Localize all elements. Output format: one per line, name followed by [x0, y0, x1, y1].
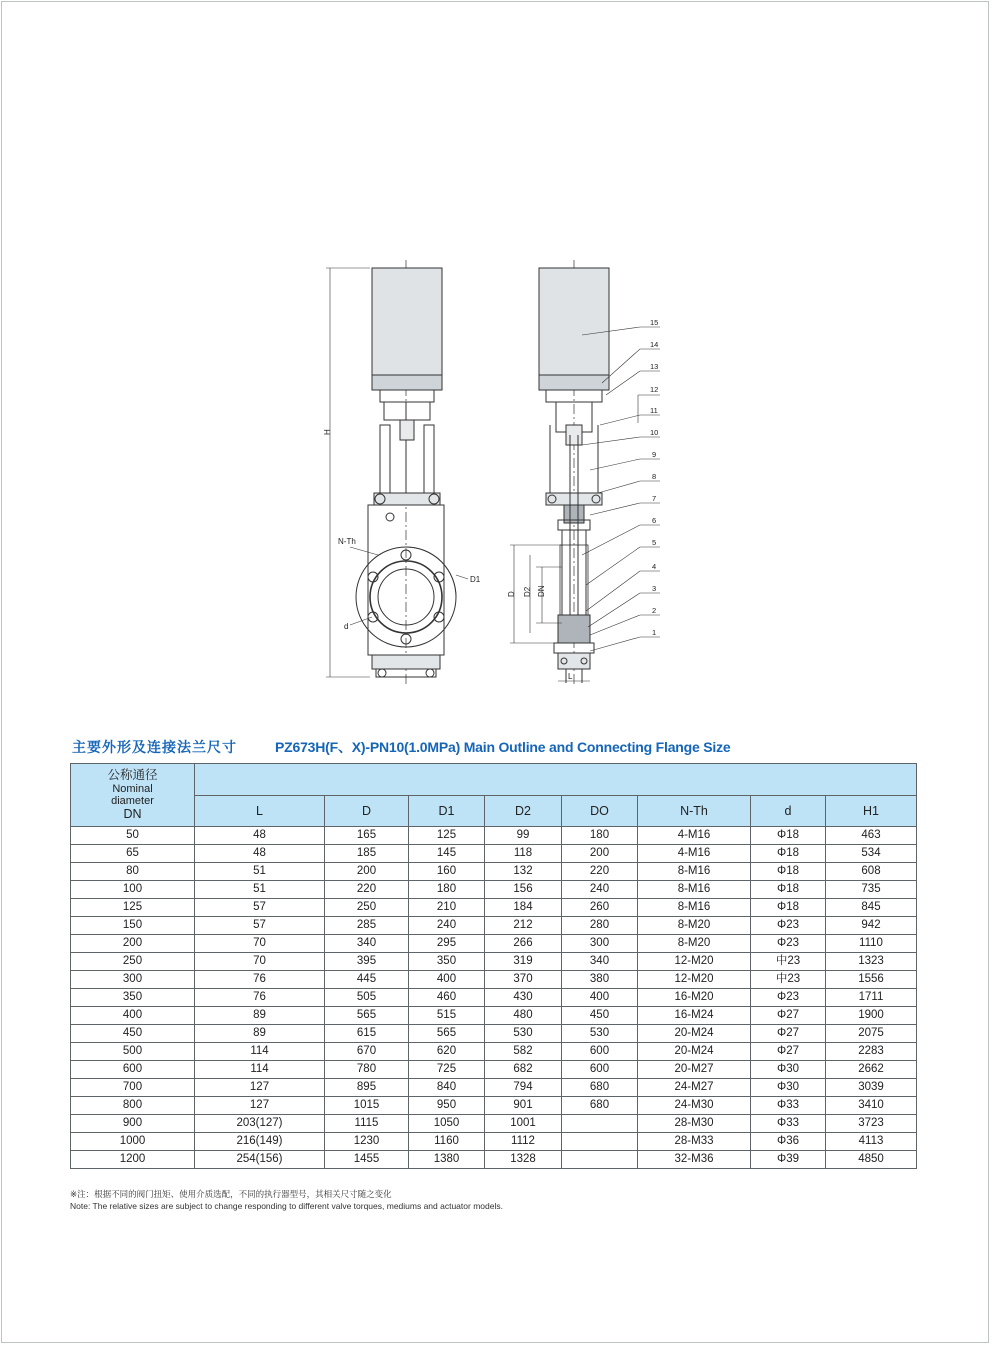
dn-cell: 450: [71, 1025, 195, 1043]
table-cell: 156: [485, 881, 562, 899]
dn-header-en1: Nominal: [112, 783, 153, 795]
table-cell: 319: [485, 953, 562, 971]
table-cell: 16-M24: [638, 1007, 751, 1025]
table-cell: 210: [409, 899, 485, 917]
part-number: 13: [650, 362, 659, 371]
table-cell: 70: [195, 935, 325, 953]
table-cell: 4-M16: [638, 827, 751, 845]
dn-cell: 900: [71, 1115, 195, 1133]
part-number: 6: [652, 516, 657, 525]
table-cell: 127: [195, 1097, 325, 1115]
table-cell: 1110: [826, 935, 917, 953]
part-number: 11: [650, 406, 658, 415]
table-cell: Φ18: [751, 881, 826, 899]
dn-header-en2: diameter: [111, 795, 154, 807]
table-cell: 300: [562, 935, 638, 953]
dn-cell: 150: [71, 917, 195, 935]
table-cell: 24-M30: [638, 1097, 751, 1115]
d1-label: D1: [470, 575, 481, 584]
dia-label: D: [507, 591, 516, 597]
table-cell: 24-M27: [638, 1079, 751, 1097]
table-cell: 中23: [751, 971, 826, 989]
table-cell: 118: [485, 845, 562, 863]
table-cell: 中23: [751, 953, 826, 971]
table-cell: Φ23: [751, 989, 826, 1007]
table-cell: 1380: [409, 1151, 485, 1169]
d2-label: D2: [523, 586, 532, 597]
dn-cell: 1000: [71, 1133, 195, 1151]
table-cell: 620: [409, 1043, 485, 1061]
table-cell: 1328: [485, 1151, 562, 1169]
table-cell: 950: [409, 1097, 485, 1115]
table-cell: 445: [325, 971, 409, 989]
dn-cell: 800: [71, 1097, 195, 1115]
dn-header-cn: 公称通径: [107, 768, 158, 782]
table-cell: 216(149): [195, 1133, 325, 1151]
part-number: 3: [652, 584, 657, 593]
table-cell: Φ39: [751, 1151, 826, 1169]
dn-cell: 600: [71, 1061, 195, 1079]
table-cell: 12-M20: [638, 971, 751, 989]
table-cell: 285: [325, 917, 409, 935]
table-cell: 3723: [826, 1115, 917, 1133]
table-cell: 16-M20: [638, 989, 751, 1007]
valve-outline-drawing: [320, 255, 680, 695]
part-number: 5: [652, 538, 657, 547]
table-cell: Φ18: [751, 845, 826, 863]
length-label: L: [568, 672, 573, 681]
table-cell: Φ27: [751, 1007, 826, 1025]
part-number: 1: [652, 628, 657, 637]
table-cell: Φ33: [751, 1115, 826, 1133]
dn-header: [71, 764, 195, 827]
table-row: [71, 1115, 917, 1133]
table-row: [71, 953, 917, 971]
dn-cell: 1200: [71, 1151, 195, 1169]
table-cell: 1230: [325, 1133, 409, 1151]
table-cell: 350: [409, 953, 485, 971]
table-cell: 565: [409, 1025, 485, 1043]
table-cell: 3039: [826, 1079, 917, 1097]
table-cell: 463: [826, 827, 917, 845]
table-cell: 400: [562, 989, 638, 1007]
footnote-cn: ※注：根据不同的阀门扭矩、使用介质选配，不同的执行器型号，其相关尺寸随之变化: [70, 1189, 392, 1199]
dn-cell: 200: [71, 935, 195, 953]
table-cell: 780: [325, 1061, 409, 1079]
table-cell: 160: [409, 863, 485, 881]
table-heading: [72, 737, 922, 757]
part-number: 14: [650, 340, 659, 349]
dn-label: DN: [537, 585, 546, 597]
table-cell: 295: [409, 935, 485, 953]
table-cell: 725: [409, 1061, 485, 1079]
footnote: [70, 1188, 870, 1212]
table-cell: Φ27: [751, 1025, 826, 1043]
table-cell: 76: [195, 971, 325, 989]
dn-cell: 400: [71, 1007, 195, 1025]
table-cell: 20-M24: [638, 1025, 751, 1043]
table-cell: 48: [195, 845, 325, 863]
table-cell: 266: [485, 935, 562, 953]
table-cell: 20-M27: [638, 1061, 751, 1079]
table-cell: Φ23: [751, 935, 826, 953]
table-cell: Φ36: [751, 1133, 826, 1151]
table-cell: 840: [409, 1079, 485, 1097]
dn-cell: 65: [71, 845, 195, 863]
dimension-h-label: H: [323, 429, 332, 435]
table-cell: 340: [325, 935, 409, 953]
table-cell: 845: [826, 899, 917, 917]
table-cell: 1323: [826, 953, 917, 971]
table-cell: 460: [409, 989, 485, 1007]
table-row: [71, 989, 917, 1007]
column-header: D2: [485, 796, 562, 827]
table-cell: 680: [562, 1079, 638, 1097]
table-cell: 99: [485, 827, 562, 845]
table-cell: Φ30: [751, 1079, 826, 1097]
table-cell: 530: [562, 1025, 638, 1043]
table-cell: 608: [826, 863, 917, 881]
table-cell: 254(156): [195, 1151, 325, 1169]
table-cell: 670: [325, 1043, 409, 1061]
table-cell: 1015: [325, 1097, 409, 1115]
table-cell: 901: [485, 1097, 562, 1115]
table-cell: 12-M20: [638, 953, 751, 971]
table-cell: 125: [409, 827, 485, 845]
table-cell: 600: [562, 1043, 638, 1061]
table-row: [71, 1133, 917, 1151]
table-cell: 794: [485, 1079, 562, 1097]
part-number: 2: [652, 606, 657, 615]
table-cell: 184: [485, 899, 562, 917]
table-cell: 127: [195, 1079, 325, 1097]
table-cell: 1112: [485, 1133, 562, 1151]
table-cell: 530: [485, 1025, 562, 1043]
table-cell: 4113: [826, 1133, 917, 1151]
table-row: [71, 827, 917, 845]
table-cell: 430: [485, 989, 562, 1007]
table-cell: 1001: [485, 1115, 562, 1133]
table-row: [71, 1061, 917, 1079]
table-cell: 505: [325, 989, 409, 1007]
part-number: 8: [652, 472, 657, 481]
table-cell: 380: [562, 971, 638, 989]
table-row: [71, 881, 917, 899]
table-cell: 250: [325, 899, 409, 917]
table-row: [71, 1025, 917, 1043]
table-cell: 1711: [826, 989, 917, 1007]
table-cell: Φ33: [751, 1097, 826, 1115]
table-cell: 895: [325, 1079, 409, 1097]
table-cell: Φ30: [751, 1061, 826, 1079]
table-cell: 114: [195, 1061, 325, 1079]
dn-cell: 250: [71, 953, 195, 971]
table-cell: 4-M16: [638, 845, 751, 863]
table-cell: 8-M16: [638, 863, 751, 881]
table-cell: 515: [409, 1007, 485, 1025]
table-cell: 145: [409, 845, 485, 863]
part-number: 7: [652, 494, 657, 503]
table-cell: 1556: [826, 971, 917, 989]
table-cell: 680: [562, 1097, 638, 1115]
dn-cell: 50: [71, 827, 195, 845]
table-cell: 220: [325, 881, 409, 899]
column-header: DO: [562, 796, 638, 827]
table-cell: 132: [485, 863, 562, 881]
table-cell: 682: [485, 1061, 562, 1079]
table-cell: 2283: [826, 1043, 917, 1061]
footnote-en: Note: The relative sizes are subject to change responding to different valve torques, mediums and actuator models.: [70, 1201, 503, 1211]
table-cell: 28-M33: [638, 1133, 751, 1151]
table-cell: 942: [826, 917, 917, 935]
part-number: 9: [652, 450, 657, 459]
table-cell: [562, 1133, 638, 1151]
table-cell: [562, 1115, 638, 1133]
bolt-label: N-Th: [338, 537, 356, 546]
table-cell: 615: [325, 1025, 409, 1043]
table-cell: Φ18: [751, 863, 826, 881]
table-cell: 1160: [409, 1133, 485, 1151]
table-cell: 8-M20: [638, 935, 751, 953]
dn-header-code: DN: [123, 807, 142, 821]
table-cell: 89: [195, 1007, 325, 1025]
table-cell: Φ18: [751, 899, 826, 917]
table-cell: 370: [485, 971, 562, 989]
table-row: [71, 971, 917, 989]
part-numbers: [650, 318, 658, 637]
table-cell: 32-M36: [638, 1151, 751, 1169]
header-band: [195, 764, 917, 796]
table-cell: 3410: [826, 1097, 917, 1115]
table-cell: 165: [325, 827, 409, 845]
table-cell: 565: [325, 1007, 409, 1025]
table-cell: 114: [195, 1043, 325, 1061]
table-cell: [562, 1151, 638, 1169]
table-cell: 1455: [325, 1151, 409, 1169]
column-header: H1: [826, 796, 917, 827]
table-cell: 220: [562, 863, 638, 881]
table-cell: 180: [562, 827, 638, 845]
table-cell: 89: [195, 1025, 325, 1043]
table-cell: 400: [409, 971, 485, 989]
table-cell: 735: [826, 881, 917, 899]
table-cell: 280: [562, 917, 638, 935]
table-cell: 2075: [826, 1025, 917, 1043]
dn-cell: 100: [71, 881, 195, 899]
table-cell: 70: [195, 953, 325, 971]
table-cell: 203(127): [195, 1115, 325, 1133]
column-header: D1: [409, 796, 485, 827]
dn-cell: 80: [71, 863, 195, 881]
table-row: [71, 1151, 917, 1169]
table-cell: 57: [195, 917, 325, 935]
table-cell: 240: [562, 881, 638, 899]
heading-cn: 主要外形及连接法兰尺寸: [72, 739, 237, 755]
column-header: N-Th: [638, 796, 751, 827]
table-cell: 240: [409, 917, 485, 935]
table-cell: 600: [562, 1061, 638, 1079]
table-row: [71, 1079, 917, 1097]
dn-cell: 350: [71, 989, 195, 1007]
part-number: 15: [650, 318, 659, 327]
table-cell: 395: [325, 953, 409, 971]
table-cell: 8-M16: [638, 881, 751, 899]
table-cell: 51: [195, 881, 325, 899]
table-cell: Φ18: [751, 827, 826, 845]
column-header: L: [195, 796, 325, 827]
table-cell: 260: [562, 899, 638, 917]
table-row: [71, 917, 917, 935]
table-row: [71, 1043, 917, 1061]
table-row: [71, 863, 917, 881]
table-cell: 8-M16: [638, 899, 751, 917]
table-row: [71, 1007, 917, 1025]
flange-size-table: [70, 763, 917, 1169]
dn-cell: 700: [71, 1079, 195, 1097]
table-cell: Φ27: [751, 1043, 826, 1061]
part-number: 10: [650, 428, 659, 437]
dn-cell: 300: [71, 971, 195, 989]
column-header: D: [325, 796, 409, 827]
table-cell: 4850: [826, 1151, 917, 1169]
table-cell: 582: [485, 1043, 562, 1061]
table-cell: 48: [195, 827, 325, 845]
part-number: 4: [652, 562, 657, 571]
table-row: [71, 1097, 917, 1115]
dn-cell: 500: [71, 1043, 195, 1061]
table-cell: 340: [562, 953, 638, 971]
d-label: d: [344, 622, 349, 631]
heading-en: PZ673H(F、X)-PN10(1.0MPa) Main Outline and Connecting Flange Size: [275, 739, 731, 755]
table-row: [71, 935, 917, 953]
table-cell: 450: [562, 1007, 638, 1025]
dn-cell: 125: [71, 899, 195, 917]
table-cell: 534: [826, 845, 917, 863]
table-cell: 2662: [826, 1061, 917, 1079]
table-cell: 212: [485, 917, 562, 935]
table-row: [71, 845, 917, 863]
table-cell: 1115: [325, 1115, 409, 1133]
table-cell: 76: [195, 989, 325, 1007]
table-row: [71, 899, 917, 917]
table-cell: 200: [562, 845, 638, 863]
table-cell: 28-M30: [638, 1115, 751, 1133]
table-cell: 20-M24: [638, 1043, 751, 1061]
table-cell: 185: [325, 845, 409, 863]
part-number: 12: [650, 385, 659, 394]
table-cell: 1050: [409, 1115, 485, 1133]
table-cell: 180: [409, 881, 485, 899]
table-cell: 480: [485, 1007, 562, 1025]
table-cell: 51: [195, 863, 325, 881]
column-header: d: [751, 796, 826, 827]
table-cell: 1900: [826, 1007, 917, 1025]
table-cell: 57: [195, 899, 325, 917]
table-cell: Φ23: [751, 917, 826, 935]
table-cell: 8-M20: [638, 917, 751, 935]
table-cell: 200: [325, 863, 409, 881]
